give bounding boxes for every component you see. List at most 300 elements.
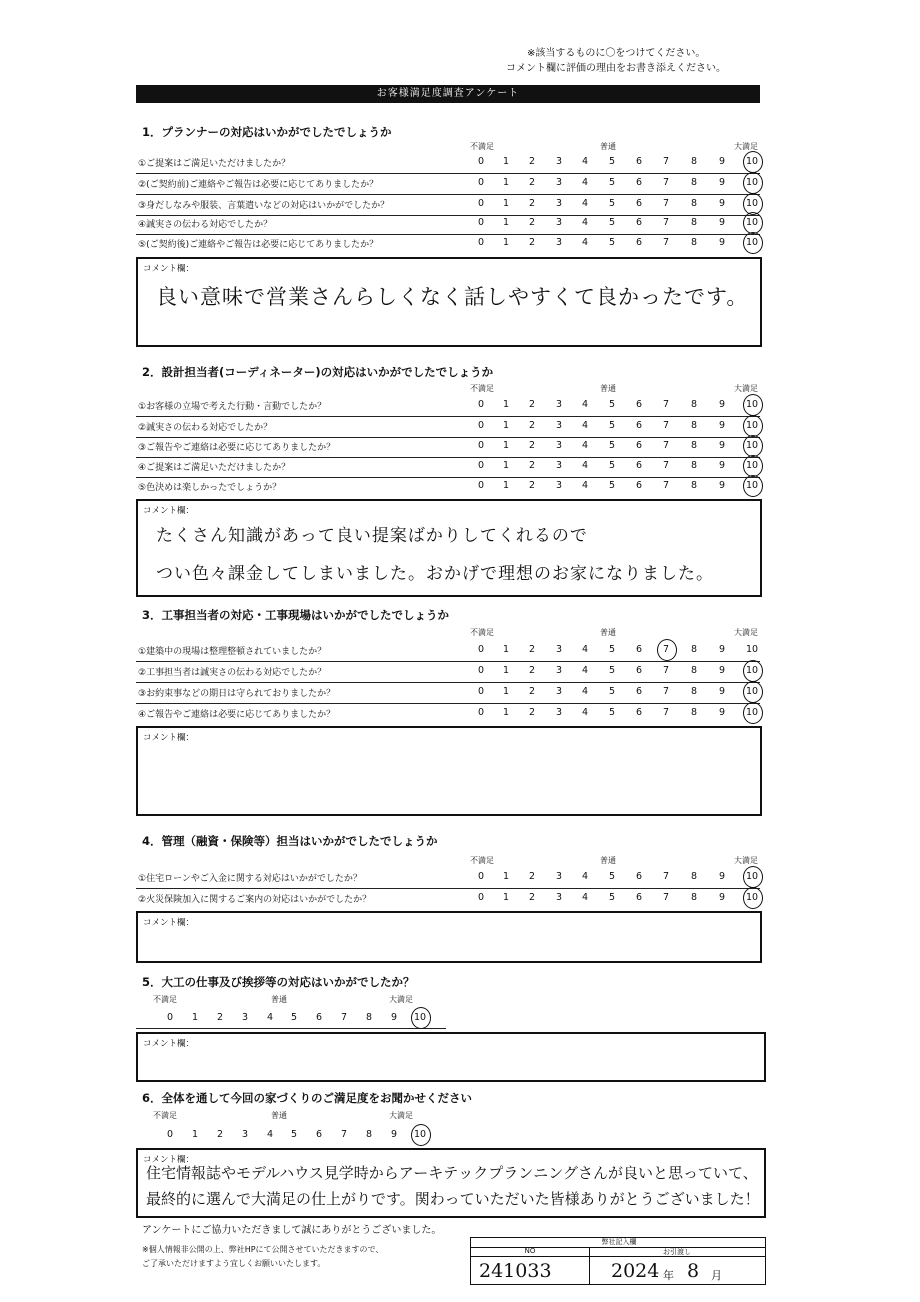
scale-number: 3 (555, 460, 563, 471)
scale-number: 1 (502, 237, 510, 248)
question-text: ⑤(ご契約後)ご連絡やご報告は必要に応じてありましたか？ (138, 240, 379, 250)
scale-number: 10 (745, 665, 759, 676)
scale-number: 4 (581, 460, 589, 471)
scale-number: 10 (745, 156, 759, 167)
question-row (136, 233, 760, 254)
scale-number: 9 (718, 644, 726, 655)
selected-rating-circle (411, 1007, 431, 1029)
comment-box-2 (136, 499, 762, 597)
question-text: ②誠実さの伝わる対応でしたか？ (138, 423, 273, 433)
question-row (136, 436, 760, 458)
year-unit: 年 (663, 1269, 674, 1282)
scale-number: 2 (216, 1129, 224, 1140)
scale-number: 8 (690, 665, 698, 676)
selected-rating-circle (743, 212, 763, 234)
comment-box-4 (136, 911, 762, 963)
scale-number: 2 (528, 644, 536, 655)
scale-high-label: 大満足 (389, 1111, 413, 1120)
scale-row-5 (136, 1008, 446, 1029)
selected-rating-circle (743, 887, 763, 909)
scale-number: 3 (241, 1129, 249, 1140)
scale-number: 1 (502, 156, 510, 167)
scale-number: 4 (266, 1129, 274, 1140)
scale-number: 8 (690, 420, 698, 431)
survey-number: 241033 (479, 1260, 552, 1282)
section-6-title: 6．全体を通して今回の家づくりのご満足度をお聞かせください (142, 1091, 472, 1105)
privacy-note-2: ご了承いただけますよう宜しくお願いいたします。 (142, 1259, 326, 1268)
selected-rating-circle (743, 415, 763, 437)
scale-number: 2 (528, 177, 536, 188)
scale-number: 8 (690, 686, 698, 697)
scale-number: 7 (662, 871, 670, 882)
handwritten-comment: 良い意味で営業さんらしくなく話しやすくて良かったです。 (156, 285, 749, 309)
scale-number: 4 (581, 892, 589, 903)
scale-number: 9 (718, 198, 726, 209)
scale-number: 6 (635, 237, 643, 248)
scale-number: 8 (690, 892, 698, 903)
scale-number: 2 (216, 1012, 224, 1023)
selected-rating-circle (743, 681, 763, 703)
scale-number: 0 (477, 440, 485, 451)
question-text: ④誠実さの伝わる対応でしたか？ (138, 220, 273, 230)
scale-low-label: 不満足 (470, 856, 494, 865)
selected-rating-circle (411, 1124, 431, 1146)
question-text: ④ご報告やご連絡は必要に応じてありましたか？ (138, 710, 336, 720)
scale-number: 1 (502, 665, 510, 676)
scale-low-label: 不満足 (470, 384, 494, 393)
instruction-note-1: ※該当するものに〇をつけてください。 (527, 48, 706, 59)
scale-number: 3 (555, 665, 563, 676)
question-text: ③ご報告やご連絡は必要に応じてありましたか？ (138, 443, 336, 453)
scale-number: 7 (662, 156, 670, 167)
scale-number: 3 (555, 892, 563, 903)
scale-number: 2 (528, 686, 536, 697)
scale-number: 6 (635, 892, 643, 903)
comment-box-1 (136, 257, 762, 347)
scale-number: 10 (745, 871, 759, 882)
scale-number: 10 (745, 644, 759, 655)
scale-number: 3 (555, 177, 563, 188)
scale-number: 3 (555, 707, 563, 718)
comment-label: コメント欄： (143, 1039, 195, 1049)
section-5-title: 5．大工の仕事及び挨拶等の対応はいかがでしたか？ (142, 975, 415, 989)
scale-number: 0 (477, 198, 485, 209)
scale-number: 3 (555, 440, 563, 451)
selected-rating-circle (743, 866, 763, 888)
question-row (136, 888, 760, 909)
scale-number: 6 (635, 198, 643, 209)
scale-number: 7 (662, 198, 670, 209)
scale-number: 1 (502, 892, 510, 903)
scale-number: 3 (241, 1012, 249, 1023)
scale-number: 1 (191, 1012, 199, 1023)
scale-number: 7 (662, 686, 670, 697)
scale-mid-label: 普通 (600, 384, 616, 393)
scale-number: 2 (528, 399, 536, 410)
scale-number: 1 (502, 198, 510, 209)
scale-number: 5 (608, 707, 616, 718)
question-text: ⑤色決めは楽しかったでしょうか？ (138, 483, 282, 493)
scale-number: 1 (502, 460, 510, 471)
survey-title: お客様満足度調査アンケート (136, 85, 760, 103)
scale-number: 5 (608, 871, 616, 882)
scale-low-label: 不満足 (470, 142, 494, 151)
scale-number: 9 (718, 707, 726, 718)
question-row (136, 456, 760, 478)
scale-number: 9 (718, 892, 726, 903)
selected-rating-circle (743, 172, 763, 194)
scale-number: 7 (662, 892, 670, 903)
scale-number: 3 (555, 237, 563, 248)
scale-number: 0 (477, 420, 485, 431)
scale-number: 1 (191, 1129, 199, 1140)
scale-mid-label: 普通 (600, 628, 616, 637)
scale-low-label: 不満足 (153, 1111, 177, 1120)
selected-rating-circle (743, 394, 763, 416)
comment-label: コメント欄： (143, 733, 195, 743)
scale-number: 6 (635, 707, 643, 718)
comment-box-3 (136, 726, 762, 816)
scale-number: 0 (477, 686, 485, 697)
scale-number: 10 (745, 420, 759, 431)
question-row (136, 867, 760, 889)
question-row (136, 703, 760, 724)
scale-row-6 (136, 1125, 446, 1145)
scale-number: 8 (690, 177, 698, 188)
scale-mid-label: 普通 (271, 1111, 287, 1120)
scale-number: 6 (315, 1129, 323, 1140)
scale-number: 10 (745, 198, 759, 209)
scale-number: 4 (581, 665, 589, 676)
scale-number: 7 (662, 480, 670, 491)
scale-number: 9 (718, 480, 726, 491)
handwritten-comment: 最終的に選んで大満足の仕上がりです。関わっていただいた皆様ありがとうございました！ (146, 1190, 760, 1208)
selected-rating-circle (743, 660, 763, 682)
question-text: ③身だしなみや服装、言葉遣いなどの対応はいかがでしたか？ (138, 201, 390, 211)
scale-number: 10 (413, 1012, 427, 1023)
scale-number: 0 (166, 1129, 174, 1140)
scale-number: 10 (745, 237, 759, 248)
section-1-title: 1．プランナーの対応はいかがでしたでしょうか (142, 125, 392, 139)
scale-number: 9 (718, 156, 726, 167)
question-text: ①お客様の立場で考えた行動・言動でしたか？ (138, 402, 327, 412)
scale-number: 2 (528, 460, 536, 471)
scale-number: 9 (718, 237, 726, 248)
comment-label: コメント欄： (143, 264, 195, 274)
scale-number: 5 (608, 665, 616, 676)
scale-number: 9 (390, 1129, 398, 1140)
scale-number: 4 (266, 1012, 274, 1023)
month-unit: 月 (711, 1269, 722, 1282)
scale-number: 5 (608, 217, 616, 228)
scale-number: 5 (608, 644, 616, 655)
scale-number: 8 (365, 1012, 373, 1023)
scale-number: 10 (745, 707, 759, 718)
selected-rating-circle (743, 435, 763, 457)
scale-number: 0 (477, 871, 485, 882)
scale-number: 4 (581, 177, 589, 188)
scale-number: 6 (635, 156, 643, 167)
scale-low-label: 不満足 (153, 995, 177, 1004)
scale-number: 0 (477, 665, 485, 676)
scale-number: 4 (581, 440, 589, 451)
scale-high-label: 大満足 (389, 995, 413, 1004)
selected-rating-circle (743, 455, 763, 477)
scale-mid-label: 普通 (271, 995, 287, 1004)
scale-number: 2 (528, 420, 536, 431)
scale-number: 2 (528, 480, 536, 491)
scale-number: 1 (502, 480, 510, 491)
scale-number: 5 (608, 177, 616, 188)
selected-rating-circle (743, 702, 763, 724)
question-row (136, 395, 760, 417)
scale-number: 3 (555, 871, 563, 882)
scale-number: 6 (635, 665, 643, 676)
scale-number: 4 (581, 399, 589, 410)
scale-number: 8 (690, 399, 698, 410)
scale-number: 0 (477, 460, 485, 471)
section-4-title: 4．管理（融資・保険等）担当はいかがでしたでしょうか (142, 834, 438, 848)
no-label: NO (524, 1247, 536, 1255)
question-row (136, 661, 760, 683)
scale-number: 6 (635, 871, 643, 882)
question-text: ④ご提案はご満足いただけましたか？ (138, 463, 291, 473)
scale-number: 5 (608, 480, 616, 491)
scale-number: 1 (502, 420, 510, 431)
scale-number: 7 (662, 399, 670, 410)
scale-number: 5 (608, 892, 616, 903)
question-text: ①建築中の現場は整理整頓されていましたか？ (138, 647, 327, 657)
scale-number: 10 (745, 399, 759, 410)
scale-number: 0 (477, 217, 485, 228)
scale-number: 5 (290, 1012, 298, 1023)
question-text: ②(ご契約前)ご連絡やご報告は必要に応じてありましたか？ (138, 180, 379, 190)
scale-number: 6 (635, 420, 643, 431)
comment-label: コメント欄： (143, 1155, 195, 1165)
scale-number: 4 (581, 686, 589, 697)
scale-number: 4 (581, 707, 589, 718)
scale-number: 1 (502, 686, 510, 697)
selected-rating-circle (743, 151, 763, 173)
scale-number: 5 (608, 420, 616, 431)
handover-label: お引渡し (663, 1248, 691, 1256)
scale-high-label: 大満足 (734, 142, 758, 151)
handwritten-comment: つい色々課金してしまいました。おかげで理想のお家になりました。 (156, 564, 714, 584)
scale-number: 4 (581, 217, 589, 228)
scale-number: 3 (555, 156, 563, 167)
scale-number: 8 (690, 237, 698, 248)
scale-number: 10 (745, 177, 759, 188)
scale-number: 7 (662, 420, 670, 431)
scale-number: 5 (608, 686, 616, 697)
scale-number: 2 (528, 665, 536, 676)
question-row (136, 682, 760, 704)
scale-number: 7 (340, 1129, 348, 1140)
scale-number: 7 (662, 177, 670, 188)
scale-number: 0 (477, 156, 485, 167)
selected-rating-circle (743, 232, 763, 254)
handover-year: 2024 (611, 1260, 660, 1282)
question-text: ②工事担当者は誠実さの伝わる対応でしたか？ (138, 668, 327, 678)
scale-number: 8 (690, 707, 698, 718)
selected-rating-circle (657, 639, 677, 661)
scale-number: 3 (555, 420, 563, 431)
thanks-text: アンケートにご協力いただきまして誠にありがとうございました。 (142, 1225, 442, 1236)
scale-mid-label: 普通 (600, 856, 616, 865)
scale-number: 4 (581, 480, 589, 491)
scale-number: 1 (502, 644, 510, 655)
scale-number: 6 (635, 217, 643, 228)
scale-number: 9 (718, 217, 726, 228)
question-row (136, 173, 760, 195)
comment-box-6 (136, 1148, 766, 1218)
scale-high-label: 大満足 (734, 384, 758, 393)
question-row (136, 640, 760, 662)
scale-number: 6 (635, 399, 643, 410)
scale-number: 2 (528, 871, 536, 882)
scale-number: 8 (690, 440, 698, 451)
scale-number: 2 (528, 156, 536, 167)
question-text: ①住宅ローンやご入金に関する対応はいかがでしたか？ (138, 874, 362, 884)
scale-number: 8 (690, 217, 698, 228)
handwritten-comment: たくさん知識があって良い提案ばかりしてくれるので (156, 526, 588, 546)
scale-number: 4 (581, 198, 589, 209)
scale-number: 0 (477, 707, 485, 718)
scale-number: 2 (528, 237, 536, 248)
scale-number: 3 (555, 217, 563, 228)
comment-label: コメント欄： (143, 506, 195, 516)
scale-number: 1 (502, 871, 510, 882)
scale-number: 8 (365, 1129, 373, 1140)
scale-number: 9 (390, 1012, 398, 1023)
scale-number: 6 (635, 177, 643, 188)
scale-number: 1 (502, 177, 510, 188)
selected-rating-circle (743, 475, 763, 497)
question-text: ②火災保険加入に関するご案内の対応はいかがでしたか？ (138, 895, 372, 905)
scale-number: 2 (528, 892, 536, 903)
scale-number: 4 (581, 237, 589, 248)
scale-number: 8 (690, 460, 698, 471)
scale-number: 9 (718, 420, 726, 431)
scale-number: 6 (635, 480, 643, 491)
scale-number: 6 (635, 686, 643, 697)
scale-number: 5 (608, 198, 616, 209)
office-use-header: 弊社記入欄 (601, 1238, 637, 1246)
question-text: ①ご提案はご満足いただけましたか？ (138, 159, 291, 169)
scale-high-label: 大満足 (734, 628, 758, 637)
scale-number: 7 (340, 1012, 348, 1023)
scale-number: 3 (555, 399, 563, 410)
scale-number: 4 (581, 871, 589, 882)
scale-number: 5 (290, 1129, 298, 1140)
scale-mid-label: 普通 (600, 142, 616, 151)
handwritten-comment: 住宅情報誌やモデルハウス見学時からアーキテックプランニングさんが良いと思っていて、 (146, 1164, 758, 1182)
scale-number: 0 (477, 237, 485, 248)
scale-number: 3 (555, 686, 563, 697)
scale-number: 7 (662, 440, 670, 451)
scale-number: 10 (745, 217, 759, 228)
question-row (136, 213, 760, 235)
section-2-title: 2．設計担当者(コーディネーター)の対応はいかがでしたでしょうか (142, 365, 494, 379)
scale-number: 9 (718, 177, 726, 188)
scale-number: 8 (690, 644, 698, 655)
scale-number: 10 (745, 460, 759, 471)
scale-number: 3 (555, 480, 563, 491)
comment-box-5 (136, 1032, 766, 1082)
scale-number: 2 (528, 217, 536, 228)
scale-number: 9 (718, 440, 726, 451)
scale-number: 0 (477, 480, 485, 491)
scale-number: 7 (662, 460, 670, 471)
scale-number: 6 (635, 644, 643, 655)
scale-number: 1 (502, 399, 510, 410)
scale-high-label: 大満足 (734, 856, 758, 865)
scale-number: 9 (718, 460, 726, 471)
scale-number: 0 (477, 399, 485, 410)
scale-number: 0 (477, 892, 485, 903)
scale-number: 7 (662, 707, 670, 718)
scale-number: 2 (528, 198, 536, 209)
scale-number: 9 (718, 399, 726, 410)
scale-number: 8 (690, 156, 698, 167)
scale-number: 5 (608, 440, 616, 451)
scale-number: 2 (528, 440, 536, 451)
question-row (136, 152, 760, 174)
scale-number: 0 (477, 644, 485, 655)
scale-number: 3 (555, 198, 563, 209)
scale-number: 10 (745, 686, 759, 697)
scale-number: 3 (555, 644, 563, 655)
scale-number: 10 (745, 892, 759, 903)
scale-number: 1 (502, 217, 510, 228)
scale-number: 10 (745, 480, 759, 491)
scale-number: 4 (581, 156, 589, 167)
scale-number: 5 (608, 399, 616, 410)
question-row (136, 476, 760, 497)
scale-number: 7 (662, 217, 670, 228)
scale-number: 1 (502, 440, 510, 451)
scale-number: 6 (315, 1012, 323, 1023)
scale-number: 8 (690, 871, 698, 882)
instruction-note-2: コメント欄に評価の理由をお書き添えください。 (506, 63, 726, 74)
section-3-title: 3．工事担当者の対応・工事現場はいかがでしたでしょうか (142, 608, 449, 622)
scale-number: 5 (608, 156, 616, 167)
scale-number: 4 (581, 420, 589, 431)
scale-number: 5 (608, 460, 616, 471)
scale-number: 8 (690, 198, 698, 209)
scale-number: 0 (477, 177, 485, 188)
scale-number: 0 (166, 1012, 174, 1023)
scale-number: 8 (690, 480, 698, 491)
office-use-table (470, 1237, 766, 1285)
scale-number: 5 (608, 237, 616, 248)
question-row (136, 416, 760, 438)
privacy-note-1: ※個人情報非公開の上、弊社HPにて公開させていただきますので、 (142, 1245, 384, 1254)
scale-number: 9 (718, 665, 726, 676)
scale-number: 10 (745, 440, 759, 451)
scale-number: 6 (635, 440, 643, 451)
scale-number: 10 (413, 1129, 427, 1140)
scale-number: 7 (662, 665, 670, 676)
scale-number: 2 (528, 707, 536, 718)
scale-number: 6 (635, 460, 643, 471)
comment-label: コメント欄： (143, 918, 195, 928)
question-text: ③お約束事などの期日は守られておりましたか？ (138, 689, 336, 699)
handover-month: 8 (687, 1260, 700, 1282)
scale-number: 1 (502, 707, 510, 718)
scale-number: 9 (718, 871, 726, 882)
scale-number: 7 (662, 644, 670, 655)
